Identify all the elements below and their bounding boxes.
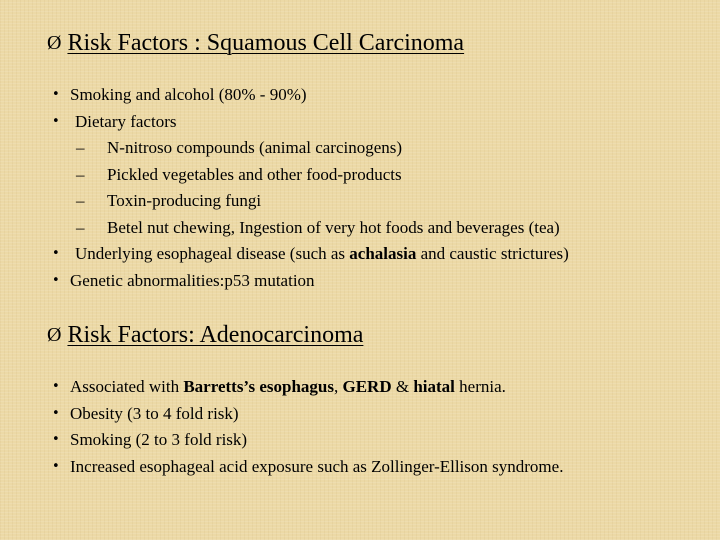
text-part: and caustic strictures) <box>416 244 569 263</box>
list-item-text: Genetic abnormalities:p53 mutation <box>70 270 315 290</box>
sub-item-text: Pickled vegetables and other food-products <box>107 164 402 184</box>
bold-term-barretts: Barretts’s esophagus <box>183 377 334 396</box>
bullet-icon: • <box>52 272 60 288</box>
sub-item-text: Toxin-producing fungi <box>107 191 262 210</box>
dash-bullet: – <box>76 138 85 157</box>
dash-bullet: – <box>76 164 85 184</box>
sub-item-text: Betel nut chewing, Ingestion of very hot foods and beverages (tea) <box>107 217 560 237</box>
bullet-icon: • <box>52 87 60 102</box>
section-heading-adenocarcinoma <box>47 320 363 350</box>
sub-item-text: N-nitroso compounds (animal carcinogens) <box>107 138 403 157</box>
bullet-icon: • <box>52 405 60 421</box>
text-part: Associated with <box>70 377 184 396</box>
list-item-text: Smoking (2 to 3 fold risk) <box>70 430 248 449</box>
bullet-icon: • <box>52 432 60 447</box>
heading-title: Risk Factors : Squamous Cell Carcinoma <box>67 30 465 56</box>
bold-term-hiatal: hiatal <box>413 377 455 396</box>
list-item-text: Obesity (3 to 4 fold risk) <box>70 403 239 423</box>
text-part: , <box>333 377 343 396</box>
list-item-text: Increased esophageal acid exposure such as Zollinger-Ellison syndrome. <box>70 456 564 476</box>
dash-bullet: – <box>76 217 85 237</box>
text-part: & <box>391 377 414 396</box>
arrow-bullet-icon: Ø <box>47 324 62 346</box>
bold-term-gerd: GERD <box>342 377 392 396</box>
bullet-icon: • <box>52 458 60 474</box>
text-part: Underlying esophageal disease (such as <box>75 244 350 263</box>
bullet-icon: • <box>52 113 60 129</box>
bullet-icon: • <box>52 379 60 394</box>
heading-title: Risk Factors: Adenocarcinoma <box>67 322 364 348</box>
list-item-text <box>70 374 506 401</box>
list-item-text: Smoking and alcohol (80% - 90%) <box>70 85 307 104</box>
text-part: hernia. <box>454 377 506 396</box>
bullet-icon: • <box>52 246 60 261</box>
dash-bullet: – <box>76 191 85 210</box>
section-heading-squamous <box>47 28 464 58</box>
list-item-text: Dietary factors <box>75 111 177 131</box>
arrow-bullet-icon: Ø <box>47 32 62 54</box>
bold-term-achalasia: achalasia <box>349 244 417 263</box>
list-item-text <box>75 241 569 268</box>
